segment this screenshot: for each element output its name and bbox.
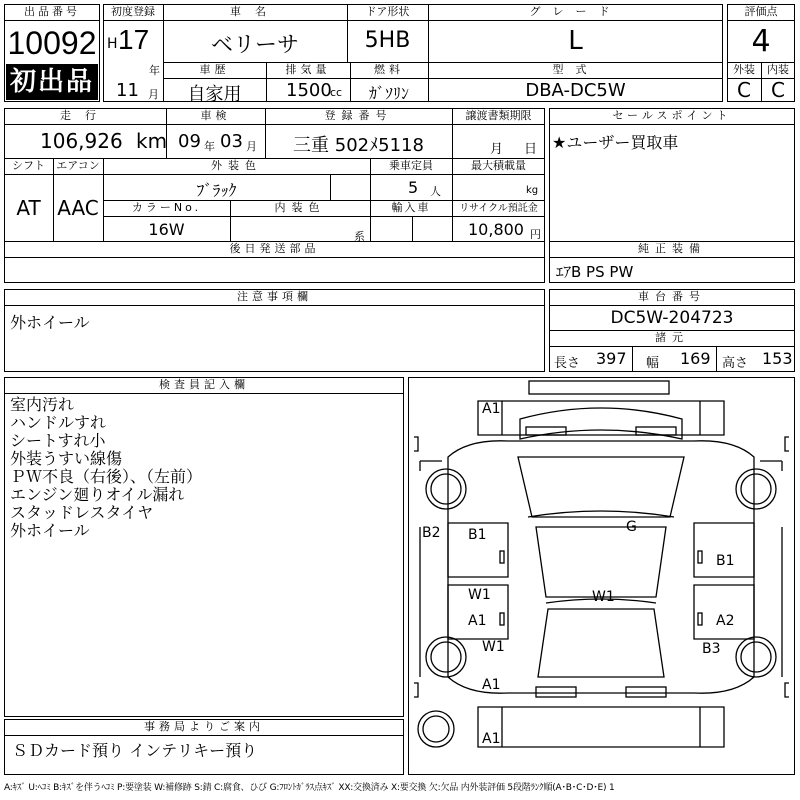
color-no-label: カラーNo. [131, 201, 202, 214]
transfer-label: 譲渡書類期限 [465, 109, 532, 122]
history-label: 車歴 [199, 63, 230, 76]
grade-label: グレード [529, 5, 622, 18]
car-name-label: 車名 [230, 5, 280, 18]
inspector-line: スタッドレスタイヤ [10, 503, 154, 522]
office-label: 事務局よりご案内 [144, 720, 264, 733]
history-value: 自家用 [187, 84, 242, 105]
score-ext-value: C [737, 78, 751, 102]
mileage-label: 走行 [60, 109, 110, 122]
first-reg-year-unit: 年 [149, 64, 160, 77]
exterior-color-value: ﾌﾞﾗｯｸ [196, 181, 237, 200]
mark-b2: B2 [422, 525, 441, 541]
mark-front: A1 [482, 401, 501, 417]
mark-g: G [626, 519, 637, 535]
car-name-value: ベリーサ [210, 33, 299, 58]
spec-width-value: 169 [680, 349, 711, 368]
recycle-label: リサイクル預託金 [459, 203, 538, 214]
mark-a1-left: A1 [468, 613, 487, 629]
color-no-value: 16W [148, 220, 185, 239]
exterior-color-label: 外装色 [211, 159, 262, 172]
mark-rear: A1 [482, 731, 501, 747]
inspector-line: シートすれ小 [10, 431, 106, 450]
mileage-value: 106,926 [40, 129, 123, 153]
inspector-line: 外装うすい線傷 [10, 449, 123, 468]
door-value: 5HB [364, 28, 411, 53]
office-text: ＳＤカード預り インテリキー預り [12, 741, 258, 760]
legend-text: A:ｷｽﾞ U:ﾍｺﾐ B:ｷｽﾞを伴うﾍｺﾐ P:要塗装 W:補修跡 S:錆 C:腐食、ひび G:ﾌﾛﾝﾄｶﾞﾗｽ点ｷｽﾞ XX:交換済み X:要交換 欠:欠品 内外装評価 5段階ﾗﾝｸ順(A･B･C･D･E) 1 [4, 783, 615, 793]
mark-w1-left: W1 [468, 587, 491, 603]
mark-b1-left: B1 [468, 527, 487, 543]
inspection-year-unit: 年 [204, 140, 215, 153]
first-reg-month-unit: 月 [148, 88, 159, 101]
first-reg-era: H [107, 36, 118, 52]
spec-height-label: 高さ [722, 356, 749, 371]
inspector-label: 検査員記入欄 [159, 378, 249, 391]
inspector-line: エンジン廻りオイル漏れ [10, 485, 185, 504]
sales-point-text: ★ユーザー買取車 [552, 133, 679, 152]
score-label: 評価点 [744, 5, 778, 18]
equipment-label: 純正装備 [638, 242, 706, 255]
inspection-label: 車検 [200, 109, 231, 122]
shift-label: シフト [12, 159, 45, 172]
first-reg-month: 11 [116, 80, 139, 101]
transfer-day-unit: 日 [524, 142, 538, 157]
equipment-text: ｴｱB PS PW [556, 263, 634, 281]
capacity-value: 5 [408, 178, 419, 197]
door-label: ドア形状 [365, 5, 410, 18]
fuel-label: 燃料 [374, 63, 404, 76]
transfer-month-unit: 月 [490, 142, 504, 157]
recycle-value: 10,800 [468, 220, 524, 239]
lot-label: 出品番号 [24, 5, 80, 18]
capacity-label: 乗車定員 [389, 159, 433, 172]
first-reg-year: 17 [118, 24, 150, 55]
spec-width-label: 幅 [646, 356, 660, 371]
score-ext-label: 外装 [733, 63, 755, 76]
max-load-unit: kg [526, 185, 539, 196]
mark-a1-left2: A1 [482, 677, 501, 693]
chassis-label: 車台番号 [638, 290, 706, 303]
lot-number: 10092 [7, 25, 97, 61]
inspector-lines [10, 396, 202, 540]
mark-b3: B3 [702, 641, 721, 657]
mark-b1-right: B1 [716, 553, 735, 569]
displacement-value: 1500 [286, 80, 332, 101]
inspector-line: ＰＷ不良（右後）、（左前） [10, 467, 203, 486]
mark-w1-center: W1 [592, 589, 615, 605]
first-listing-text: 初出品 [9, 67, 94, 97]
mark-w1-left2: W1 [482, 639, 505, 655]
inspection-month-unit: 月 [246, 140, 257, 153]
score-int-value: C [771, 78, 785, 102]
mark-a2: A2 [716, 613, 735, 629]
score-int-label: 内装 [767, 63, 789, 76]
inspection-month: 03 [220, 131, 243, 152]
displacement-label: 排気量 [285, 63, 331, 76]
inspector-line: 室内汚れ [10, 395, 75, 414]
shift-value: AT [16, 196, 41, 220]
interior-color-label: 内装色 [274, 201, 326, 214]
spec-length-label: 長さ [554, 356, 581, 371]
fuel-value: ｶﾞｿﾘﾝ [368, 84, 409, 103]
displacement-unit: cc [330, 86, 343, 99]
inspector-line: 外ホイール [10, 521, 90, 540]
capacity-unit: 人 [430, 185, 441, 198]
sales-point-label: セールスポイント [612, 109, 732, 122]
first-reg-label: 初度登録 [111, 5, 155, 18]
registration-label: 登録番号 [324, 109, 393, 122]
import-label: 輸入車 [391, 201, 431, 214]
chassis-value: DC5W-204723 [610, 308, 734, 328]
inspection-year: 09 [178, 131, 201, 152]
spec-length-value: 397 [596, 349, 627, 368]
max-load-label: 最大積載量 [471, 159, 526, 172]
interior-color-unit: 系 [354, 230, 365, 243]
recycle-unit: 円 [530, 228, 541, 241]
specs-label: 諸元 [655, 331, 689, 344]
mileage-unit: km [136, 129, 168, 153]
grade-value: L [568, 26, 583, 56]
aircon-value: AAC [57, 196, 99, 220]
notes-label: 注意事項欄 [237, 290, 312, 303]
notes-text: 外ホイール [10, 313, 90, 332]
registration-value: 三重 502ﾒ5118 [293, 135, 424, 156]
model-label: 型式 [552, 63, 599, 76]
later-parts-label: 後日発送部品 [229, 242, 320, 255]
inspector-line: ハンドルすれ [10, 413, 107, 432]
car-diagram [408, 377, 795, 775]
aircon-label: エアコン [56, 159, 100, 172]
spec-height-value: 153 [762, 349, 793, 368]
score-value: 4 [751, 24, 771, 59]
model-value: DBA-DC5W [525, 80, 626, 101]
